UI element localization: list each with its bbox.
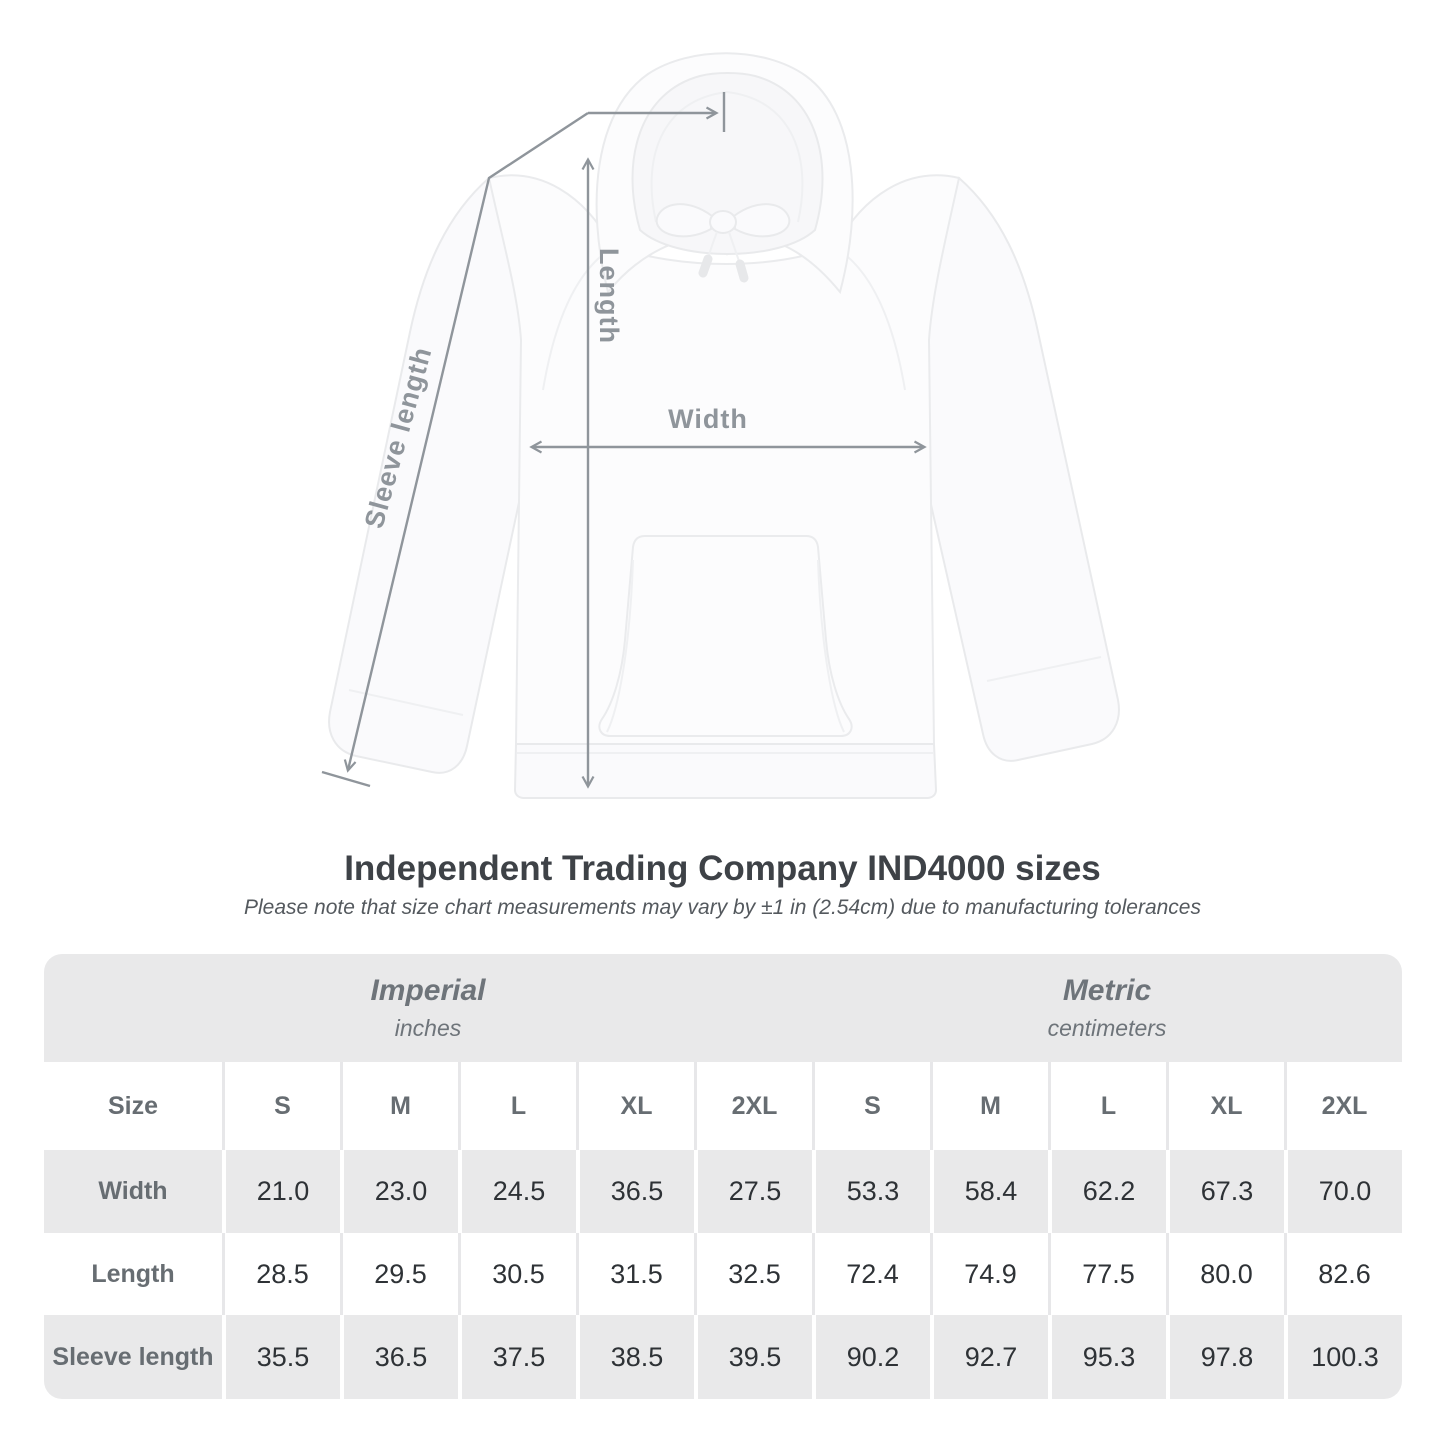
- cell: 24.5: [458, 1150, 576, 1233]
- cell: 30.5: [458, 1233, 576, 1315]
- cell: 82.6: [1284, 1233, 1402, 1315]
- cell: 32.5: [694, 1233, 812, 1315]
- cell: 90.2: [812, 1315, 930, 1399]
- sleeve-length-dimension-label: Sleeve length: [358, 343, 438, 532]
- kangaroo-pocket: [599, 536, 851, 736]
- imperial-label: Imperial: [370, 974, 486, 1007]
- cell: 35.5: [222, 1315, 340, 1399]
- cell: 72.4: [812, 1233, 930, 1315]
- unit-group-header-row: [44, 954, 1402, 1062]
- cell: 67.3: [1166, 1150, 1284, 1233]
- length-row: [44, 1233, 1402, 1315]
- col-header: L: [1048, 1062, 1166, 1150]
- col-header: M: [930, 1062, 1048, 1150]
- metric-group-header: [812, 954, 1402, 1062]
- row-label-sleeve-length: Sleeve length: [44, 1315, 222, 1399]
- cell: 31.5: [576, 1233, 694, 1315]
- col-header: XL: [1166, 1062, 1284, 1150]
- row-label-width: Width: [44, 1150, 222, 1233]
- cell: 77.5: [1048, 1233, 1166, 1315]
- cell: 97.8: [1166, 1315, 1284, 1399]
- size-header-cell: Size: [44, 1062, 222, 1150]
- cell: 95.3: [1048, 1315, 1166, 1399]
- sleeve-length-row: [44, 1315, 1402, 1399]
- metric-unit-label: centimeters: [1047, 1015, 1167, 1041]
- cell: 36.5: [576, 1150, 694, 1233]
- cell: 53.3: [812, 1150, 930, 1233]
- cell: 92.7: [930, 1315, 1048, 1399]
- imperial-group-header: [44, 954, 812, 1062]
- cell: 23.0: [340, 1150, 458, 1233]
- cell: 36.5: [340, 1315, 458, 1399]
- col-header: 2XL: [1284, 1062, 1402, 1150]
- cell: 29.5: [340, 1233, 458, 1315]
- width-row: [44, 1150, 1402, 1233]
- cell: 74.9: [930, 1233, 1048, 1315]
- col-header: XL: [576, 1062, 694, 1150]
- row-label-length: Length: [44, 1233, 222, 1315]
- sleeve-cuff-tick: [322, 772, 370, 786]
- cell: 58.4: [930, 1150, 1048, 1233]
- size-chart-table: [44, 954, 1402, 1399]
- imperial-unit-label: inches: [394, 1015, 462, 1041]
- cell: 27.5: [694, 1150, 812, 1233]
- col-header: 2XL: [694, 1062, 812, 1150]
- cell: 37.5: [458, 1315, 576, 1399]
- cell: 28.5: [222, 1233, 340, 1315]
- cell: 80.0: [1166, 1233, 1284, 1315]
- size-header-row: [44, 1062, 1402, 1150]
- tolerance-note: Please note that size chart measurements may vary by ±1 in (2.54cm) due to manufacturing tolerances: [244, 896, 1201, 919]
- cell: 39.5: [694, 1315, 812, 1399]
- metric-label: Metric: [1062, 974, 1152, 1007]
- cell: 38.5: [576, 1315, 694, 1399]
- col-header: S: [812, 1062, 930, 1150]
- cell: 100.3: [1284, 1315, 1402, 1399]
- col-header: L: [458, 1062, 576, 1150]
- cell: 70.0: [1284, 1150, 1402, 1233]
- col-header: M: [340, 1062, 458, 1150]
- length-dimension-label: Length: [593, 248, 624, 344]
- page-title: Independent Trading Company IND4000 sizes: [344, 849, 1101, 888]
- col-header: S: [222, 1062, 340, 1150]
- width-dimension-label: Width: [668, 404, 748, 434]
- cell: 21.0: [222, 1150, 340, 1233]
- cell: 62.2: [1048, 1150, 1166, 1233]
